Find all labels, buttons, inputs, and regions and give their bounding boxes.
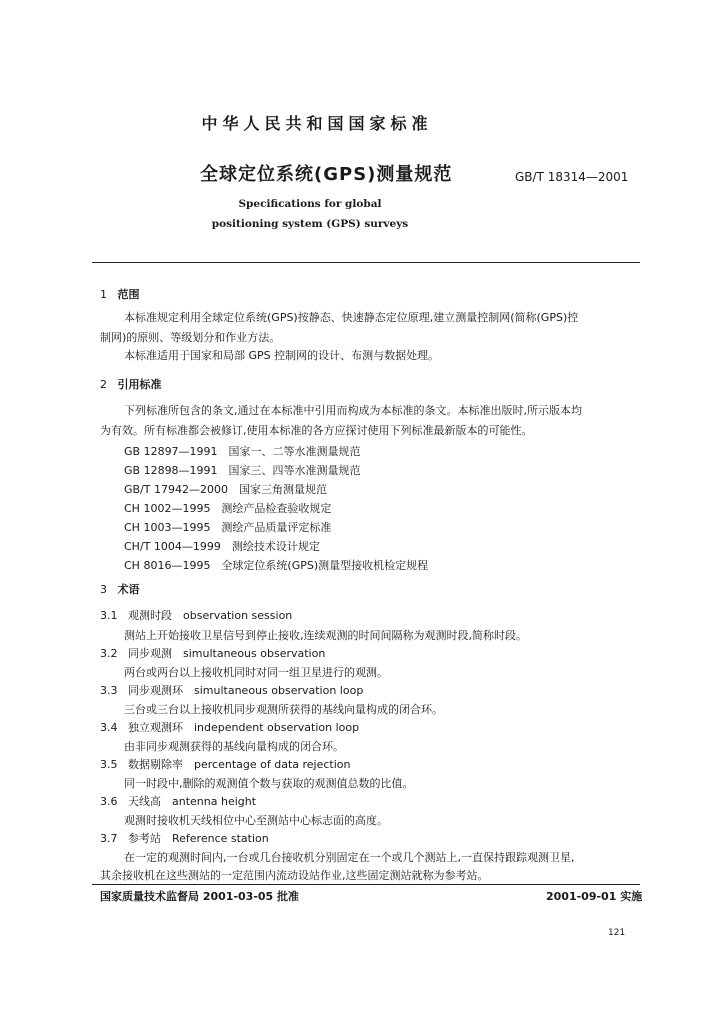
section-1-number: 1 (100, 288, 107, 301)
section-1-title: 范围 (117, 288, 140, 301)
term-name: 天线高 antenna height (128, 795, 257, 808)
term-3-2 (100, 645, 325, 661)
term-3-6 (100, 793, 256, 809)
term-number: 3.7 (100, 832, 118, 845)
term-definition: 两台或两台以上接收机同时对同一组卫星进行的观测。 (124, 666, 388, 679)
term-number: 3.4 (100, 721, 118, 734)
term-3-7 (100, 830, 269, 846)
reference-item: GB 12898—1991 国家三、四等水准测量规范 (124, 464, 361, 477)
section-1-para1-line1: 本标准规定利用全球定位系统(GPS)按静态、快速静态定位原理,建立测量控制网(简称(GPS)控 (124, 311, 579, 324)
section-2-para-line2: 为有效。所有标准都会被修订,使用本标准的各方应探讨使用下列标准最新版本的可能性。 (100, 424, 533, 437)
term-definition: 同一时段中,删除的观测值个数与获取的观测值总数的比值。 (124, 777, 414, 790)
term-3-1 (100, 607, 292, 623)
term-3-3 (100, 682, 363, 698)
section-3-number: 3 (100, 583, 107, 596)
term-name: 观测时段 observation session (128, 609, 293, 622)
standard-number: GB/T 18314—2001 (515, 170, 629, 184)
term-number: 3.5 (100, 758, 118, 771)
term-name: 数据剔除率 percentage of data rejection (128, 758, 351, 771)
national-standard-heading: 中华人民共和国国家标准 (201, 114, 433, 133)
term-name: 同步观测 simultaneous observation (128, 647, 326, 660)
section-2-title: 引用标准 (117, 378, 162, 391)
english-title-line1: Specifications for global (238, 198, 382, 210)
section-1-heading (100, 286, 140, 302)
reference-item: GB 12897—1991 国家一、二等水准测量规范 (124, 445, 361, 458)
term-name: 独立观测环 independent observation loop (128, 721, 360, 734)
term-number: 3.2 (100, 647, 118, 660)
implementation-date: 2001-09-01 实施 (546, 890, 643, 903)
document-title: 全球定位系统(GPS)测量规范 (200, 164, 453, 185)
section-1-para1-line2: 制网)的原则、等级划分和作业方法。 (100, 331, 281, 344)
term-number: 3.1 (100, 609, 118, 622)
term-definition: 三台或三台以上接收机同步观测所获得的基线向量构成的闭合环。 (124, 703, 443, 716)
page-number: 121 (608, 928, 626, 938)
footer-divider (92, 884, 640, 885)
section-2-para-line1: 下列标准所包含的条文,通过在本标准中引用而构成为本标准的条文。本标准出版时,所示版本均 (124, 404, 582, 417)
section-2-number: 2 (100, 378, 107, 391)
section-3-title: 术语 (117, 583, 140, 596)
section-3-heading (100, 581, 140, 597)
term-number: 3.6 (100, 795, 118, 808)
english-title-line2: positioning system (GPS) surveys (211, 218, 409, 230)
reference-item: CH 1003—1995 测绘产品质量评定标准 (124, 521, 332, 534)
term-definition: 测站上开始接收卫星信号到停止接收,连续观测的时间间隔称为观测时段,简称时段。 (124, 629, 527, 642)
term-name: 参考站 Reference station (128, 832, 269, 845)
section-2-heading (100, 376, 162, 392)
term-number: 3.3 (100, 684, 118, 697)
term-3-4 (100, 719, 359, 735)
header-divider (92, 262, 640, 263)
term-3-7-definition-line1: 在一定的观测时间内,一台或几台接收机分别固定在一个或几个测站上,一直保持跟踪观测卫星, (124, 851, 575, 864)
reference-item: CH 1002—1995 测绘产品检查验收规定 (124, 502, 332, 515)
section-1-para2: 本标准适用于国家和局部 GPS 控制网的设计、布测与数据处理。 (124, 349, 440, 362)
reference-item: GB/T 17942—2000 国家三角测量规范 (124, 483, 327, 496)
term-definition: 观测时接收机天线相位中心至测站中心标志面的高度。 (124, 814, 388, 827)
reference-item: CH 8016—1995 全球定位系统(GPS)测量型接收机检定规程 (124, 559, 429, 572)
reference-item: CH/T 1004—1999 测绘技术设计规定 (124, 540, 320, 553)
term-name: 同步观测环 simultaneous observation loop (128, 684, 364, 697)
term-3-7-definition-line2: 其余接收机在这些测站的一定范围内流动设站作业,这些固定测站就称为参考站。 (100, 869, 489, 882)
term-definition: 由非同步观测获得的基线向量构成的闭合环。 (124, 740, 344, 753)
approval-date: 国家质量技术监督局 2001-03-05 批准 (100, 890, 300, 903)
term-3-5 (100, 756, 350, 772)
